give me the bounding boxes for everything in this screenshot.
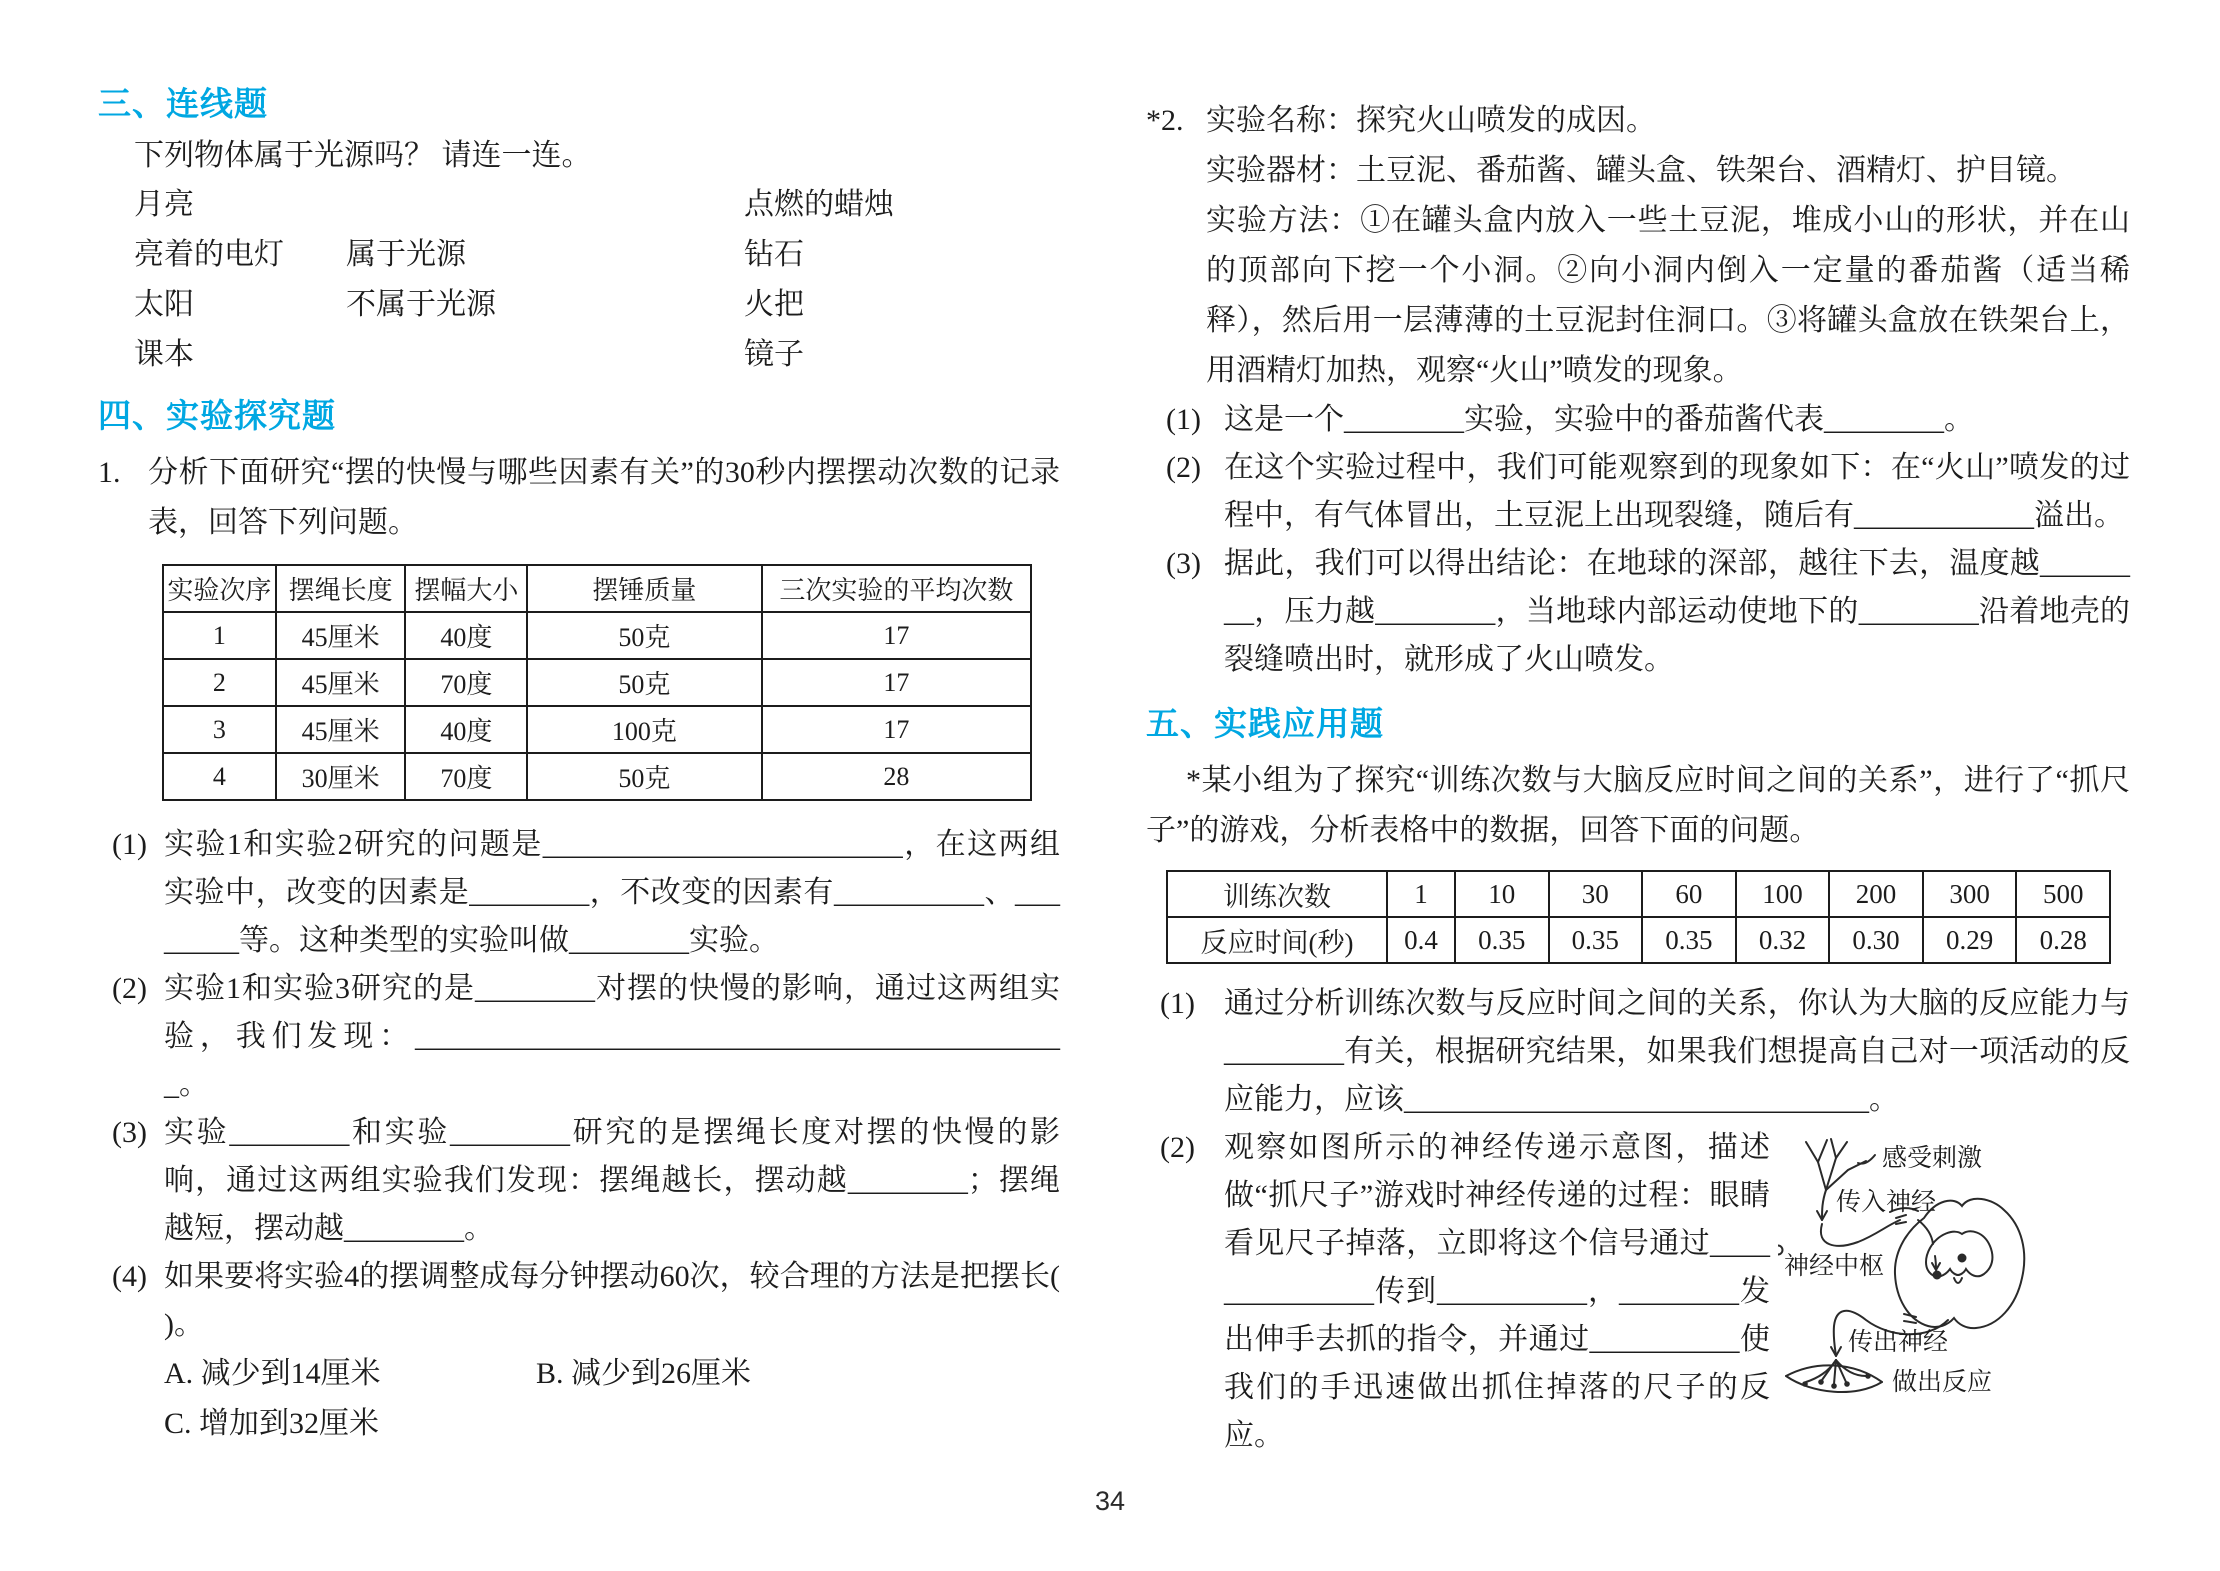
sub-question-number: (2) [112,972,147,1005]
match-right-item: 火把 [744,288,804,321]
sub-question-3 [1146,540,2130,684]
match-right-item: 点燃的蜡烛 [744,188,894,221]
option-b: B. 减少到26厘米 [536,1357,752,1390]
page-number: 34 [1094,1486,1126,1516]
question-1 [98,448,1060,548]
sub-question-text: 观察如图所示的神经传递示意图，描述做“抓尺子”游戏时神经传递的过程：眼睛看见尺子掉落，立即将这个信号通过______________传到__________，________发出伸手去抓的指令，并通过__________使我们的手迅速做出抓住掉落的尺子的反应。 [1224,1131,1770,1452]
table-cell: 0.29 [1923,917,2017,963]
sub-question-number: (2) [1166,451,1201,484]
option-a: A. 减少到14厘米 [164,1357,381,1390]
sub-question-number: (3) [1166,547,1201,580]
sub-question-text: 这是一个________实验，实验中的番茄酱代表________。 [1224,403,1974,436]
sub-question-text: 实验________和实验________研究的是摆绳长度对摆的快慢的影响，通过这两组实验我们发现：摆绳越长，摆动越________；摆绳越短，摆动越________。 [164,1116,1060,1245]
match-mid-item [346,330,744,380]
reaction-time-table [1166,870,2111,964]
left-column [98,82,1120,1449]
table-cell: 30厘米 [276,753,406,800]
matching-intro: 下列物体属于光源吗？ 请连一连。 [134,139,592,172]
table-cell: 3 [163,706,276,753]
sub-question-4 [98,1253,1120,1349]
table-cell: 1 [1387,871,1455,917]
table-cell: 60 [1642,871,1736,917]
match-right-item: 镜子 [744,338,804,371]
table-cell: 45厘米 [276,612,406,659]
sub-question-number: (4) [112,1260,147,1293]
right-column [1146,82,2130,1460]
sub-question-number: (1) [112,828,147,861]
table-cell: 50克 [527,753,761,800]
sub-question-number: (1) [1160,987,1195,1020]
sub-question-number: (1) [1166,403,1201,436]
match-left-item: 月亮 [134,188,194,221]
sub-question-1 [1146,396,2130,444]
table-cell: 50克 [527,659,761,706]
question-number: *2. [1146,104,1184,137]
sub-question-number: (2) [1160,1131,1195,1164]
section-heading-experiment: 四、实验探究题 [98,397,336,434]
practice-intro: *某小组为了探究“训练次数与大脑反应时间之间的关系”，进行了“抓尺子”的游戏，分析表格中的数据，回答下面的问题。 [1146,764,2130,847]
experiment-method-line: 实验方法：①在罐头盒内放入一些土豆泥，堆成小山的形状，并在山的顶部向下挖一个小洞。②向小洞内倒入一定量的番茄酱（适当稀释），然后用一层薄薄的土豆泥封住洞口。③将罐头盒放在铁架台上，用酒精灯加热，观察“火山”喷发的现象。 [1206,204,2130,387]
table-row [163,706,1031,753]
table-cell: 10 [1455,871,1549,917]
table-cell: 反应时间(秒) [1167,917,1387,963]
diagram-label-stimulus: 感受刺激 [1882,1145,1983,1172]
sub-question-text: 实验1和实验3研究的是________对摆的快慢的影响，通过这两组实验，我们发现：____________________________________________。 [164,972,1060,1101]
table-cell: 0.35 [1642,917,1736,963]
experiment-materials-line: 实验器材：土豆泥、番茄酱、罐头盒、铁架台、酒精灯、护目镜。 [1206,154,2076,187]
table-cell: 40度 [405,612,527,659]
match-right-item: 钻石 [744,238,804,271]
table-cell: 500 [2016,871,2110,917]
sub-question-2 [1146,444,2130,540]
table-row [163,659,1031,706]
table-cell: 45厘米 [276,706,406,753]
match-left-item: 太阳 [134,288,194,321]
diagram-label-center: 神经中枢 [1784,1253,1885,1280]
diagram-label-efferent: 传出神经 [1848,1329,1949,1356]
match-left-item: 亮着的电灯 [134,238,284,271]
question-2 [1146,96,2130,396]
sub-question-text: 通过分析训练次数与反应时间之间的关系，你认为大脑的反应能力与________有关，根据研究结果，如果我们想提高自己对一项活动的反应能力，应该_______________________________。 [1224,987,2130,1116]
match-mid-item [346,180,744,230]
table-row [163,612,1031,659]
table-header-row [163,565,1031,612]
sub-question-text: 实验1和实验2研究的问题是________________________，在这两组实验中，改变的因素是________，不改变的因素有__________、________等。这种类型的实验叫做________实验。 [164,828,1060,957]
sub-question-number: (3) [112,1116,147,1149]
option-c: C. 增加到32厘米 [164,1407,380,1440]
table-cell: 17 [762,706,1031,753]
table-cell: 4 [163,753,276,800]
match-mid-item: 属于光源 [346,238,466,271]
choice-options [164,1349,1060,1449]
question-intro: 分析下面研究“摆的快慢与哪些因素有关”的30秒内摆摆动次数的记录表，回答下列问题。 [148,456,1060,539]
table-header-cell: 三次实验的平均次数 [762,565,1031,612]
table-cell: 300 [1923,871,2017,917]
table-header-cell: 实验次序 [163,565,276,612]
experiment-name-line: 实验名称：探究火山喷发的成因。 [1206,104,1656,137]
table-cell: 100克 [527,706,761,753]
section-heading-matching: 三、连线题 [98,85,268,122]
table-cell: 70度 [405,753,527,800]
matching-grid [134,180,1060,380]
diagram-label-response: 做出反应 [1892,1369,1993,1396]
table-cell: 1 [163,612,276,659]
sub-question-2 [1146,1124,2130,1460]
table-cell: 28 [762,753,1031,800]
sub-question-1 [1146,980,2130,1124]
table-cell: 50克 [527,612,761,659]
table-cell: 0.30 [1829,917,1923,963]
table-cell: 0.35 [1549,917,1643,963]
sub-question-2 [98,965,1060,1109]
table-header-cell: 摆锤质量 [527,565,761,612]
table-cell: 70度 [405,659,527,706]
sub-question-1 [98,821,1060,965]
table-cell: 0.28 [2016,917,2110,963]
table-cell: 0.35 [1455,917,1549,963]
table-row [1167,917,2110,963]
table-cell: 0.32 [1736,917,1830,963]
match-mid-item: 不属于光源 [346,288,496,321]
diagram-label-afferent: 传入神经 [1836,1189,1937,1216]
nerve-pathway-diagram [1778,1128,2130,1430]
table-cell: 2 [163,659,276,706]
table-cell: 17 [762,659,1031,706]
table-cell: 40度 [405,706,527,753]
table-cell: 100 [1736,871,1830,917]
sub-question-text: 据此，我们可以得出结论：在地球的深部，越往下去，温度越________，压力越________，当地球内部运动使地下的________沿着地壳的裂缝喷出时，就形成了火山喷发。 [1224,547,2130,676]
sub-question-text: 在这个实验过程中，我们可能观察到的现象如下：在“火山”喷发的过程中，有气体冒出，土豆泥上出现裂缝，随后有____________溢出。 [1224,451,2130,532]
table-cell: 17 [762,612,1031,659]
match-left-item: 课本 [134,338,194,371]
table-header-cell: 摆绳长度 [276,565,406,612]
table-cell: 30 [1549,871,1643,917]
table-row [1167,871,2110,917]
pendulum-table [162,564,1032,801]
table-header-cell: 摆幅大小 [405,565,527,612]
sub-question-3 [98,1109,1060,1253]
sub-question-text-with-figure [1224,1124,2130,1460]
table-row [163,753,1031,800]
question-number: 1. [98,456,121,489]
sub-question-text: 如果要将实验4的摆调整成每分钟摆动60次，较合理的方法是把摆长( )。 [164,1260,1120,1341]
table-cell: 训练次数 [1167,871,1387,917]
table-cell: 0.4 [1387,917,1455,963]
table-cell: 45厘米 [276,659,406,706]
table-cell: 200 [1829,871,1923,917]
section-heading-practice: 五、实践应用题 [1146,705,1384,742]
